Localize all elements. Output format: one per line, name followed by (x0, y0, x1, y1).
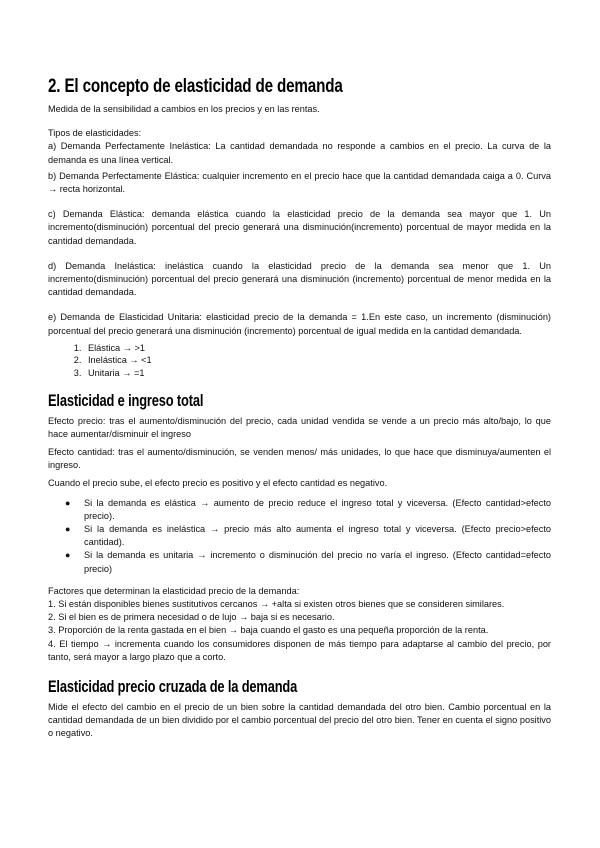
factores-heading: Factores que determinan la elasticidad precio de la demanda: (48, 585, 300, 596)
efecto-cantidad-paragraph: Efecto cantidad: tras el aumento/disminución, se venden menos/ más unidades, lo que hace que disminuya/aumenten el ingreso. (48, 447, 551, 471)
type-a-paragraph: a) Demanda Perfectamente Inelástica: La cantidad demandada no responde a cambios en el precio. La curva de la demanda es una línea vertical. (48, 141, 551, 165)
list-item: 3. Unitaria → =1 (84, 367, 551, 380)
bullet-text: Si la demanda es elástica → aumento de precio reduce el ingreso total y viceversa. (Efecto cantidad>efecto precio). (84, 497, 551, 521)
factor-3-paragraph: 3. Proporción de la renta gastada en el bien → baja cuando el gasto es una pequeña proporción de la renta. (48, 625, 489, 636)
cuando-paragraph: Cuando el precio sube, el efecto precio es positivo y el efecto cantidad es negativo. (48, 478, 388, 489)
type-e-paragraph: e) Demanda de Elasticidad Unitaria: elasticidad precio de la demanda = 1.En este caso, un incremento (disminución) porcentual del precio generará una disminución (incremento) porcentual de igual medida en la cantidad demandada. (48, 312, 551, 336)
list-item (65, 497, 551, 523)
document-content (48, 70, 551, 741)
type-d-paragraph: d) Demanda Inelástica: inelástica cuando la elasticidad precio de la demanda sea menor que 1. Un incremento(disminución) porcentual del precio generará una disminución (incremento) porcentual de menor medida en la cantidad demandada. (48, 260, 551, 298)
intro-paragraph: Medida de la sensibilidad a cambios en los precios y en las rentas. (48, 104, 320, 114)
factor-2-paragraph: 2. Si el bien es de primera necesidad o de lujo → baja si es necesario. (48, 612, 335, 623)
bullet-text: Si la demanda es unitaria → incremento o disminución del precio no varía el ingreso. (Efecto cantidad=efecto precio) (84, 550, 551, 574)
list-item: 1. Elástica → >1 (84, 342, 551, 355)
precio-cruzada-paragraph: Mide el efecto del cambio en el precio de un bien sobre la cantidad demandada del otro bien. Cambio porcentual en la cantidad demandada de un bien dividido por el cambio porcentual del precio del otro bien. Tener en cuenta el signo positivo o negativo. (48, 702, 551, 739)
list-item (65, 523, 551, 549)
elasticity-scale-list (48, 342, 551, 380)
types-heading: Tipos de elasticidades: (48, 128, 142, 139)
type-b-paragraph: b) Demanda Perfectamente Elástica: cualquier incremento en el precio hace que la cantidad demandada caiga a 0. Curva → recta horizontal. (48, 170, 551, 195)
list-item (65, 549, 551, 575)
bullet-icon: ● (65, 550, 71, 561)
efecto-precio-paragraph: Efecto precio: tras el aumento/disminución del precio, cada unidad vendida se vende a un precio más alto/bajo, lo que hace aumentar/disminuir el ingreso (48, 415, 551, 439)
type-c-paragraph: c) Demanda Elástica: demanda elástica cuando la elasticidad precio de la demanda sea mayor que 1. Un incremento(disminución) porcentual del precio generará una disminución(incremento) porcentual de mayor medida en la cantidad demandada. (48, 209, 551, 246)
factor-1-paragraph: 1. Si están disponibles bienes sustitutivos cercanos → +alta si existen otros bienes que se consideren similares. (48, 599, 505, 610)
bullet-icon: ● (65, 524, 71, 535)
section-heading-precio-cruzada: Elasticidad precio cruzada de la demanda (48, 678, 298, 697)
page-title: 2. El concepto de elasticidad de demanda (48, 75, 343, 97)
bullet-icon: ● (65, 497, 71, 508)
list-item: 2. Inelástica → <1 (84, 354, 551, 367)
factor-4-paragraph: 4. El tiempo → incrementa cuando los consumidores disponen de más tiempo para adaptarse al cambio del precio, por tanto, será mayor a largo plazo que a corto. (48, 638, 551, 662)
section-heading-ingreso-total: Elasticidad e ingreso total (48, 391, 204, 410)
bullet-text: Si la demanda es inelástica → precio más alto aumenta el ingreso total y viceversa. (Efecto precio>efecto cantidad). (84, 524, 551, 548)
revenue-bullet-list (48, 497, 551, 576)
